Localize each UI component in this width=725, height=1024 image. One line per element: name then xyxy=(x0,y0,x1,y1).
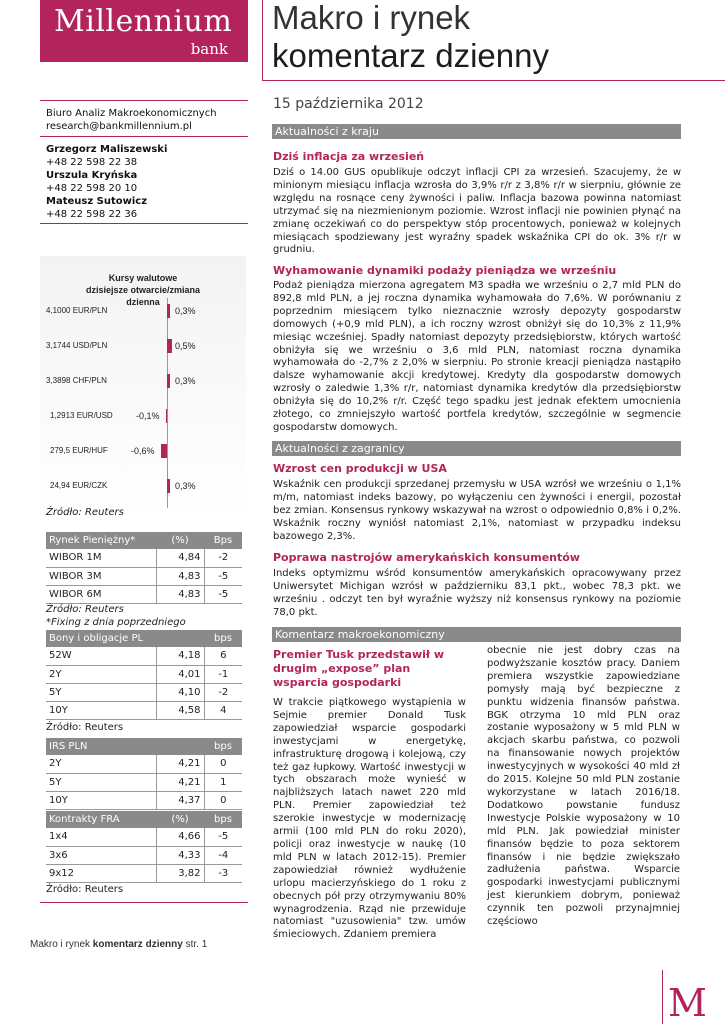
mm-cell: WIBOR 1M xyxy=(46,549,156,567)
contact-phone-1: +48 22 598 22 38 xyxy=(46,157,138,168)
irs-header-name: IRS PLN xyxy=(46,738,156,755)
bonds-header-bps: bps xyxy=(204,630,242,647)
mm-header-bps: Bps xyxy=(204,532,242,549)
mm-cell: WIBOR 3M xyxy=(46,567,156,585)
fx-category-label: 279,5 EUR/HUF xyxy=(50,446,108,455)
article-text-4: Indeks optymizmu wśród konsumentów amerykańskich opracowywany przez Uniwersytet Michigan wzrósł w październiku 83,1 pkt., wobec 78,3 pkt. we wrześniu . odczyt ten był wyraźnie wyższy niż konsensus rynkowy na poziomie 78,0 pkt. xyxy=(273,568,681,618)
fx-chart-source: Źródło: Reuters xyxy=(46,507,124,518)
report-date: 15 października 2012 xyxy=(273,96,424,112)
contact-rule-bottom xyxy=(40,223,248,224)
fra-cell: 4,66 xyxy=(156,828,204,846)
contact-email[interactable]: research@bankmillennium.pl xyxy=(46,121,192,132)
contact-phone-3: +48 22 598 22 36 xyxy=(46,209,138,220)
fra-cell: 4,33 xyxy=(156,846,204,864)
article-text-5-col2: obecnie nie jest dobry czas na podwyższanie kosztów pracy. Daniem premiera wszystkie zapowiedziane pomysły mają być bezpieczne z punktu widzenia finansów państwa. BGK otrzyma 10 mld PLN oraz zostanie wyposażony w 5 mld PLN w akcjach skarbu państwa, co pozwoli na finansowanie nowych projektów inwestycyjnych w wysokości 40 mld zł do 2015. Kolejne 50 mld PLN zostanie wykorzystane w latach 2016/18. Dodatkowo powstanie fundusz Inwestycje Polskie wyposażony w 10 mld PLN. Jak powiedział minister finansów będzie to poza sektorem finansów i nie będzie zwiększało zadłużenia państwa. Wsparcie gospodarki inwestycjami publicznymi jest kierunkiem dobrym, ponieważ czynnik ten pozwoli przynajmniej częściowo xyxy=(487,645,680,928)
bond-cell: 4,18 xyxy=(156,647,204,665)
mm-note: *Fixing z dnia poprzedniego xyxy=(46,617,186,628)
section-header-komentarz: Komentarz makroekonomiczny xyxy=(272,627,681,642)
fx-category-label: 3,1744 USD/PLN xyxy=(46,341,108,350)
bank-logo xyxy=(40,0,248,62)
article-title-4: Poprawa nastrojów amerykańskich konsumentów xyxy=(273,551,580,564)
table-row xyxy=(46,864,242,882)
mm-cell: 4,84 xyxy=(156,549,204,567)
fx-chart-title xyxy=(40,272,246,308)
mm-source: Źródło: Reuters xyxy=(46,604,124,615)
fx-bar xyxy=(167,374,170,388)
fx-category-label: 1,2913 EUR/USD xyxy=(50,411,113,420)
irs-header-pct xyxy=(156,738,204,755)
page-footer xyxy=(30,939,207,950)
fx-chart-title-line2: dzisiejsze otwarcie/zmiana xyxy=(85,285,201,295)
fra-cell: -4 xyxy=(204,846,242,864)
bond-cell: 6 xyxy=(204,647,242,665)
bond-cell: -1 xyxy=(204,665,242,683)
fra-cell: -3 xyxy=(204,864,242,882)
contact-name-2: Urszula Kryńska xyxy=(46,170,138,181)
article-text-5-col1: W trakcie piątkowego wystąpienia w Sejmie premier Donald Tusk zapowiedział wsparcie gospodarki inwestycjami w energetykę, infrastrukturę drogową i kolejową, czy też gaz łupkowy. Wartość inwestycji w tych obszarach może wynieść w najbliższych latach nawet 220 mld PLN. Premier zapowiedział też szerokie inwestycje w modernizację armii (100 mld PLN do roku 2020), policji oraz inwestycje w naukę (10 mld PLN w latach 2012-15). Premier zapowiedział również wydłużenie urlopu macierzyńskiego do 1 roku z obecnych pół przy otrzymywaniu 80% wynagrodzenia. Rząd nie przewiduje natomiast "uzusowienia" tzw. umów śmieciowych. Zdaniem premiera xyxy=(273,697,466,941)
irs-cell: 0 xyxy=(204,791,242,809)
irs-cell: 4,37 xyxy=(156,791,204,809)
irs-cell: 4,21 xyxy=(156,755,204,773)
irs-cell: 10Y xyxy=(46,791,156,809)
header-title-line1: Makro i rynek xyxy=(272,0,471,36)
irs-cell: 2Y xyxy=(46,755,156,773)
mm-cell: -2 xyxy=(204,549,242,567)
fx-category-label: 4,1000 EUR/PLN xyxy=(46,306,108,315)
footer-rule xyxy=(662,970,663,1024)
fra-cell: 3x6 xyxy=(46,846,156,864)
fra-header-name: Kontrakty FRA xyxy=(46,811,156,828)
bonds-header-pct xyxy=(156,630,204,647)
fra-cell: 9x12 xyxy=(46,864,156,882)
fx-bar xyxy=(167,304,170,318)
bonds-header-name: Bony i obligacje PL xyxy=(46,630,156,647)
fx-value-label: 0,3% xyxy=(175,481,196,491)
article-text-2: Podaż pieniądza mierzona agregatem M3 spadła we wrześniu o 2,7 mld PLN do 892,8 mld PLN, a jej roczna dynamika wyhamowała do 7,6%. W porównaniu z poprzednim miesiącem tylko nieznacznie wzrosły depozyty gospodarstw domowych (+0,9 mld PLN), a ich roczny wzrost obniżył się do 10,3% z 11,9% miesiąc wcześniej. Spadły natomiast depozyty przedsiębiorstw, których wartość obniżyła się we wrześniu o 3,6 mld PLN, natomiast roczna dynamika wyhamowała do -2,7% z 2,0% w sierpniu. Po stronie kreacji pieniądza nastąpiło dalsze wyhamowanie akcji kredytowej. Kredyty dla gospodarstw domowych wzrosły o zaledwie 1,3% r/r, natomiast dynamika kredytów dla przedsiębiorstw obniżyła się do 10,2% r/r. Część tego spadku jest jednak efektem umocnienia złotego, co zmniejszyło wartość portfela kredytów, szczególnie w segmencie gospodarstw domowych. xyxy=(273,280,681,433)
section-header-kraj: Aktualności z kraju xyxy=(272,124,681,139)
bond-cell: 4,10 xyxy=(156,683,204,701)
table-row xyxy=(46,665,242,683)
fra-header-pct: (%) xyxy=(156,811,204,828)
contact-phone-2: +48 22 598 20 10 xyxy=(46,183,138,194)
contact-rule-top xyxy=(40,100,248,101)
contact-name-3: Mateusz Sutowicz xyxy=(46,196,148,207)
fra-source: Źródło: Reuters xyxy=(46,884,124,895)
irs-header-bps: bps xyxy=(204,738,242,755)
header-title-line2: komentarz dzienny xyxy=(272,37,549,74)
irs-cell: 1 xyxy=(204,773,242,791)
table-row xyxy=(46,549,242,567)
table-row xyxy=(46,846,242,864)
logo-sub-text: bank xyxy=(190,40,228,58)
fra-cell: -5 xyxy=(204,828,242,846)
table-row xyxy=(46,585,242,603)
fx-value-label: -0,1% xyxy=(136,411,160,421)
fx-value-label: 0,3% xyxy=(175,306,196,316)
fx-value-label: 0,5% xyxy=(175,341,196,351)
table-row xyxy=(46,647,242,665)
fx-bar xyxy=(161,444,167,458)
article-title-5: Premier Tusk przedstawił w drugim „expose” plan wsparcia gospodarki xyxy=(273,648,444,689)
article-title-2: Wyhamowanie dynamiki podaży pieniądza we wrześniu xyxy=(273,264,617,277)
mm-cell: -5 xyxy=(204,567,242,585)
bond-cell: 52W xyxy=(46,647,156,665)
article-text-3: Wskaźnik cen produkcji sprzedanej przemysłu w USA wzrósł we wrześniu o 1,1% m/m, natomiast indeks bazowy, po wyłączeniu cen żywności i energii, pozostał bez zmian. Konsensus rynkowy wskazywał na wzrost o odpowiednio 0,8% i 0,2%. Wskaźnik roczny wyniósł natomiast 2,1%, natomiast w przypadku indeksu bazowego 2,3%. xyxy=(273,479,681,542)
fx-category-label: 24,94 EUR/CZK xyxy=(50,481,108,490)
table-row xyxy=(46,791,242,809)
money-market-table xyxy=(46,532,242,604)
irs-cell: 5Y xyxy=(46,773,156,791)
irs-cell: 4,21 xyxy=(156,773,204,791)
mm-cell: 4,83 xyxy=(156,567,204,585)
bond-cell: 4,01 xyxy=(156,665,204,683)
bond-cell: 4,58 xyxy=(156,701,204,719)
fra-table xyxy=(46,811,242,883)
fra-header-bps: bps xyxy=(204,811,242,828)
table-row xyxy=(46,683,242,701)
fx-chart-title-line1: Kursy walutowe xyxy=(108,273,178,283)
fra-cell: 1x4 xyxy=(46,828,156,846)
bond-cell: 2Y xyxy=(46,665,156,683)
irs-table xyxy=(46,738,242,810)
bond-cell: 5Y xyxy=(46,683,156,701)
mm-cell: -5 xyxy=(204,585,242,603)
header-vertical-rule xyxy=(262,0,263,80)
table-row xyxy=(46,828,242,846)
fx-value-label: -0,6% xyxy=(131,446,155,456)
table-row xyxy=(46,755,242,773)
mm-header-name: Rynek Pieniężny* xyxy=(46,532,156,549)
footer-suffix: str. 1 xyxy=(182,939,208,950)
millennium-m-logo: M xyxy=(668,981,707,1024)
table-row xyxy=(46,701,242,719)
footer-prefix: Makro i rynek xyxy=(30,939,93,950)
article-text-1: Dziś o 14.00 GUS opublikuje odczyt inflacji CPI za wrzesień. Szacujemy, że w minionym miesiącu inflacja wzrosła do 3,9% r/r z 3,8% r/r w sierpniu, głównie ze względu na rosnące ceny żywności i paliw. Inflacja bazowa powinna natomiast utrzymać się na niezmienionym poziomie. Wzrost inflacji nie powinien płynąć na zmianę oczekiwań co do perspektyw stóp procentowych, ponieważ w kolejnych miesiącach spodziewany jest wyraźny spadek wskaźnika CPI do ok. 3% r/r w grudniu. xyxy=(273,167,681,256)
fx-bar xyxy=(167,479,170,493)
fx-bar xyxy=(166,409,167,423)
contact-dept: Biuro Analiz Makroekonomicznych xyxy=(46,108,217,119)
fx-value-label: 0,3% xyxy=(175,376,196,386)
left-rule-bottom xyxy=(40,902,248,903)
mm-header-pct: (%) xyxy=(156,532,204,549)
fx-category-label: 3,3898 CHF/PLN xyxy=(46,376,107,385)
contact-name-1: Grzegorz Maliszewski xyxy=(46,144,168,155)
bonds-source: Źródło: Reuters xyxy=(46,722,124,733)
bond-cell: 10Y xyxy=(46,701,156,719)
fx-chart-axis xyxy=(167,298,168,508)
mm-cell: 4,83 xyxy=(156,585,204,603)
article-title-3: Wzrost cen produkcji w USA xyxy=(273,462,447,475)
header-rule xyxy=(262,80,725,81)
table-row xyxy=(46,773,242,791)
fx-bar xyxy=(167,339,172,353)
fx-chart-title-line3: dzienna xyxy=(126,297,160,307)
irs-cell: 0 xyxy=(204,755,242,773)
fra-cell: 3,82 xyxy=(156,864,204,882)
article-title-1: Dziś inflacja za wrzesień xyxy=(273,150,425,163)
footer-bold: komentarz dzienny xyxy=(92,939,183,950)
table-row xyxy=(46,567,242,585)
bond-cell: -2 xyxy=(204,683,242,701)
mm-cell: WIBOR 6M xyxy=(46,585,156,603)
bond-cell: 4 xyxy=(204,701,242,719)
contact-rule-mid xyxy=(40,136,248,137)
bonds-table xyxy=(46,630,242,720)
section-header-zagranica: Aktualności z zagranicy xyxy=(272,441,681,456)
logo-main-text: Millennium xyxy=(54,4,233,39)
